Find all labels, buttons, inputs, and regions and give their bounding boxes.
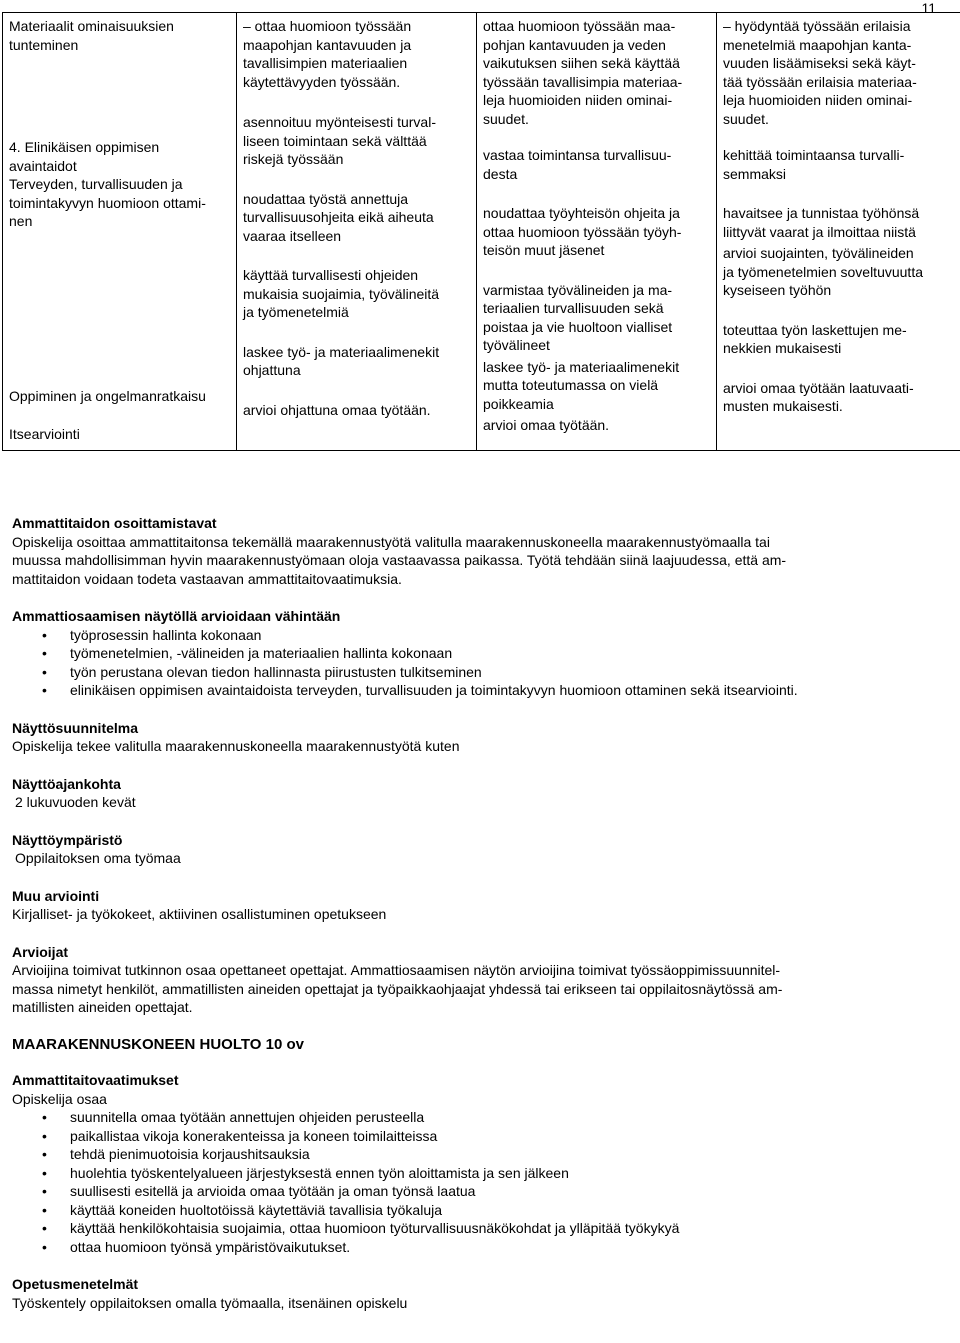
- criterion-line: arvioi omaa työtään laatuvaati-: [723, 379, 914, 396]
- section-vaatimukset: [12, 1071, 932, 1256]
- criterion-line: teisön muut jäsenet: [483, 242, 605, 258]
- section-heading: Näyttösuunnitelma: [12, 719, 139, 736]
- criterion-line: kyseiseen työhön: [723, 282, 832, 298]
- criterion-line: arvioi ohjattuna omaa työtään.: [243, 401, 431, 418]
- criterion-line: laskee työ- ja materiaalimenekit: [483, 358, 680, 375]
- paragraph-line: matillisten aineiden opettajat.: [12, 999, 193, 1015]
- bullet-list: [12, 1108, 932, 1256]
- section-opetusmenetelmat: [12, 1275, 932, 1312]
- section-arvioijat: [12, 943, 932, 1017]
- paragraph-line: mattitaidon voidaan todeta vastaavan ammattitaitovaatimuksia.: [12, 570, 402, 587]
- criterion-line: poikkeamia: [483, 395, 554, 412]
- criterion-line: mutta toteutumassa on vielä: [483, 377, 659, 393]
- criterion-line: menetelmiä maapohjan kanta-: [723, 36, 912, 53]
- topic-line: Materiaalit ominaisuuksien: [9, 18, 174, 34]
- criterion-line: – hyödyntää työssään erilaisia: [723, 18, 911, 34]
- list-item: • suunnitella omaa työtään annettujen ohjeiden perusteella: [12, 1108, 932, 1127]
- bullet-list: [12, 626, 932, 700]
- criterion-line: desta: [483, 165, 518, 182]
- criteria-column-level-2: [477, 13, 717, 451]
- criterion-line: musten mukaisesti.: [723, 398, 843, 414]
- criterion-line: ohjattuna: [243, 362, 301, 378]
- list-item: • suullisesti esitellä ja arvioida omaa työtään ja oman työnsä laatua: [12, 1182, 932, 1201]
- topic-line: toimintakyvyn huomioon ottami-: [9, 194, 206, 211]
- criterion-line: työvälineet: [483, 337, 550, 353]
- criterion-line: vaaraa itselleen: [243, 227, 342, 244]
- topic-line: 4. Elinikäisen oppimisen: [9, 139, 160, 155]
- criterion-line: käytettävyyden työssään.: [243, 73, 401, 90]
- criterion-line: leja huomioiden niiden ominai-: [723, 92, 913, 108]
- criterion-line: semmaksi: [723, 165, 787, 182]
- paragraph-line: 2 lukuvuoden kevät: [15, 794, 136, 810]
- topic-line: tunteminen: [9, 36, 79, 53]
- criterion-line: ottaa huomioon työssään maa-: [483, 18, 676, 34]
- section-osoittamistavat: [12, 514, 932, 588]
- criteria-column-level-1: [237, 13, 477, 451]
- section-arvioidaan: [12, 607, 932, 700]
- criterion-line: varmistaa työvälineiden ja ma-: [483, 281, 673, 298]
- module-title: MAARAKENNUSKONEEN HUOLTO 10 ov: [12, 1035, 304, 1053]
- criterion-line: liittyvät vaarat ja ilmoittaa niistä: [723, 223, 916, 240]
- page-number: 11: [921, 0, 936, 16]
- section-heading: Opetusmenetelmät: [12, 1276, 139, 1292]
- criterion-line: ja työmenetelmiä: [243, 304, 349, 320]
- criterion-line: arvioi suojainten, työvälineiden: [723, 245, 914, 261]
- criterion-line: vaikutuksen siihen sekä käyttää: [483, 55, 680, 71]
- list-item: • työprosessin hallinta kokonaan: [12, 626, 932, 645]
- section-heading: Näyttöympäristö: [12, 831, 123, 848]
- section-heading: Arvioijat: [12, 943, 69, 960]
- criterion-line: tavallisimpien materiaalien: [243, 55, 408, 71]
- criteria-column-topic: [3, 13, 237, 451]
- criterion-line: leja huomioiden niiden ominai-: [483, 92, 673, 108]
- criteria-column-level-3: [717, 13, 960, 451]
- criterion-line: riskejä työssään: [243, 151, 344, 167]
- criteria-table: [2, 12, 960, 451]
- list-item: • huolehtia työskentelyalueen järjestyksestä ennen työn aloittamista ja sen jälkeen: [12, 1164, 932, 1183]
- criterion-line: maapohjan kantavuuden ja: [243, 36, 412, 53]
- list-item: • elinikäisen oppimisen avaintaidoista terveyden, turvallisuuden ja toimintakyvyn huomioon ottaminen sekä itsearviointi.: [12, 681, 932, 700]
- list-item: • käyttää henkilökohtaisia suojaimia, ottaa huomioon työturvallisuusnäkökohdat ja ylläpitää työkykyä: [12, 1219, 932, 1238]
- topic-line: Terveyden, turvallisuuden ja: [9, 176, 183, 192]
- criterion-line: teriaalien turvallisuuden sekä: [483, 300, 664, 316]
- section-suunnitelma: [12, 719, 932, 756]
- list-item: • paikallistaa vikoja konerakenteissa ja koneen toimilaitteissa: [12, 1127, 932, 1146]
- criterion-line: kehittää toimintaansa turvalli-: [723, 147, 905, 163]
- criterion-line: suudet.: [723, 110, 769, 127]
- paragraph-line: Opiskelija osaa: [12, 1090, 107, 1107]
- section-heading: Ammattiosaamisen näytöllä arvioidaan vähintään: [12, 608, 341, 624]
- paragraph-line: massa nimetyt henkilöt, ammatillisten aineiden opettajat ja työpaikkaohjaajat yhdessä tai erikseen tai oppilaitosnäytössä am-: [12, 980, 783, 997]
- criterion-line: ja työmenetelmien soveltuvuutta: [723, 263, 923, 280]
- criterion-line: laskee työ- ja materiaalimenekit: [243, 343, 440, 360]
- criterion-line: arvioi omaa työtään.: [483, 417, 610, 433]
- list-item: • työn perustana olevan tiedon hallinnasta piirustusten tulkitseminen: [12, 663, 932, 682]
- criterion-line: tää työssään erilaisia materiaa-: [723, 73, 917, 90]
- criterion-line: pohjan kantavuuden ja veden: [483, 36, 666, 53]
- section-heading: Muu arviointi: [12, 887, 100, 904]
- criterion-line: havaitsee ja tunnistaa työhönsä: [723, 205, 920, 221]
- topic-line: Itsearviointi: [9, 426, 80, 442]
- list-item: • työmenetelmien, -välineiden ja materiaalien hallinta kokonaan: [12, 644, 932, 663]
- criterion-line: ottaa huomioon työssään työyh-: [483, 223, 682, 240]
- criterion-line: turvallisuusohjeita eikä aiheuta: [243, 209, 434, 225]
- section-heading: Ammattitaidon osoittamistavat: [12, 515, 217, 531]
- paragraph-line: Kirjalliset- ja työkokeet, aktiivinen osallistuminen opetukseen: [12, 906, 387, 922]
- criterion-line: poistaa ja vie huoltoon vialliset: [483, 318, 673, 335]
- section-ajankohta: [12, 775, 932, 812]
- criterion-line: nekkien mukaisesti: [723, 340, 842, 356]
- criterion-line: noudattaa työyhteisön ohjeita ja: [483, 205, 680, 221]
- topic-line: nen: [9, 213, 33, 229]
- criterion-line: suudet.: [483, 110, 529, 127]
- paragraph-line: Opiskelija osoittaa ammattitaitonsa tekemällä maarakennustyötä valitulla maarakennuskoneella maarakennustyömaalla tai: [12, 533, 770, 550]
- criterion-line: käyttää turvallisesti ohjeiden: [243, 267, 419, 283]
- list-item: • tehdä pienimuotoisia korjaushitsauksia: [12, 1145, 932, 1164]
- criterion-line: noudattaa työstä annettuja: [243, 190, 409, 207]
- topic-line: avaintaidot: [9, 157, 77, 174]
- paragraph-line: muussa mahdollisimman hyvin maarakennustyömaan oloja vastaavassa paikassa. Työtä tehdään siinä laajuudessa, että am-: [12, 552, 787, 568]
- criterion-line: toteuttaa työn laskettujen me-: [723, 321, 907, 338]
- criterion-line: liseen toimintaan sekä välttää: [243, 132, 427, 149]
- section-ymparisto: [12, 831, 932, 868]
- paragraph-line: Opiskelija tekee valitulla maarakennuskoneella maarakennustyötä kuten: [12, 738, 460, 754]
- document-body: [12, 514, 932, 1331]
- topic-line: Oppiminen ja ongelmanratkaisu: [9, 387, 206, 404]
- criterion-line: mukaisia suojaimia, työvälineitä: [243, 285, 440, 302]
- criterion-line: vuuden lisäämiseksi sekä käyt-: [723, 55, 916, 71]
- criterion-line: – ottaa huomioon työssään: [243, 18, 412, 34]
- criterion-line: työssään tavallisimpia materiaa-: [483, 73, 683, 90]
- list-item: • ottaa huomioon työnsä ympäristövaikutukset.: [12, 1238, 932, 1257]
- criterion-line: vastaa toimintansa turvallisuu-: [483, 147, 672, 163]
- section-heading: Ammattitaitovaatimukset: [12, 1072, 179, 1088]
- paragraph-line: Oppilaitoksen oma työmaa: [15, 850, 181, 866]
- list-item: • käyttää koneiden huoltotöissä käytettäviä tavallisia työkaluja: [12, 1201, 932, 1220]
- paragraph-line: Arvioijina toimivat tutkinnon osaa opettaneet opettajat. Ammattiosaamisen näytön arvioijina toimivat työssäoppimissuunnitel-: [12, 962, 781, 978]
- section-muu-arviointi: [12, 887, 932, 924]
- section-heading: Näyttöajankohta: [12, 775, 121, 792]
- paragraph-line: Työskentely oppilaitoksen omalla työmaalla, itsenäinen opiskelu: [12, 1294, 408, 1311]
- criterion-line: asennoituu myönteisesti turval-: [243, 114, 436, 130]
